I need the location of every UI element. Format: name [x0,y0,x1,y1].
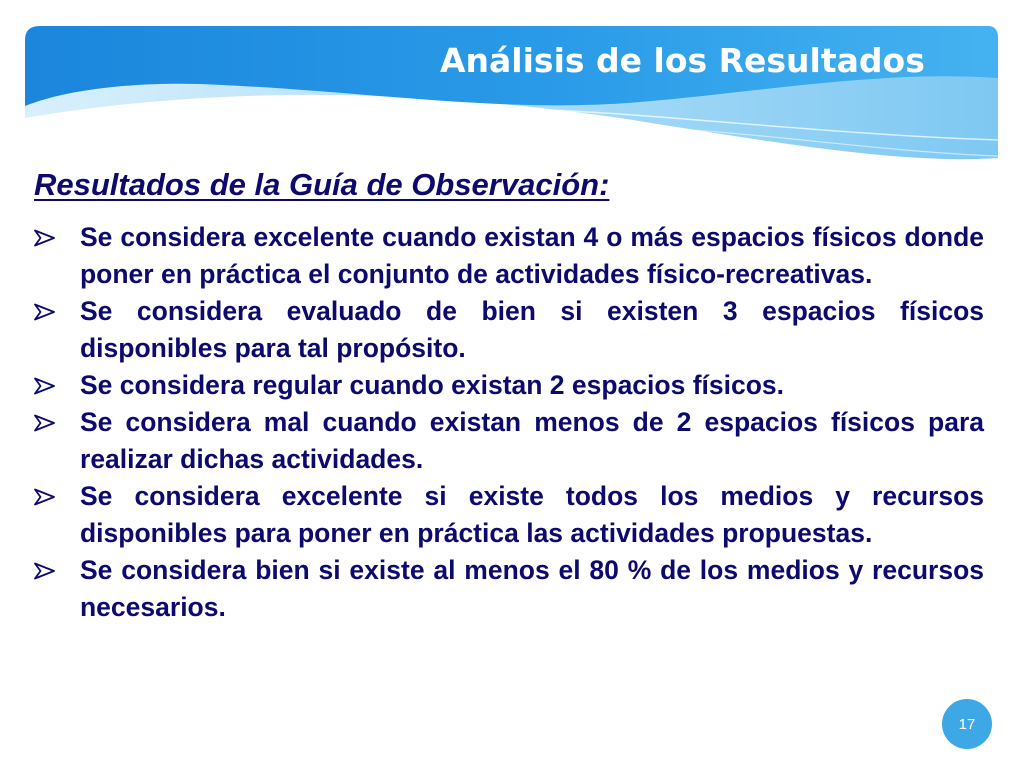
bullet-text: Se considera evaluado de bien si existen 3 espacios físicos disponibles para tal propósito. [80,296,984,363]
list-item [34,293,984,367]
bullet-text: Se considera excelente cuando existan 4 o más espacios físicos donde poner en práctica el conjunto de actividades físico-recreativas. [80,222,984,289]
list-item [34,367,984,404]
bullet-text: Se considera mal cuando existan menos de 2 espacios físicos para realizar dichas actividades. [80,407,984,474]
header-banner [0,0,1024,190]
list-item [34,478,984,552]
list-item [34,219,984,293]
page-number: 17 [958,715,976,733]
slide-title: Análisis de los Resultados [440,41,925,80]
list-item [34,404,984,478]
arrow-bullet-icon [34,293,80,330]
arrow-bullet-icon [34,219,80,256]
list-item [34,552,984,626]
bullet-text: Se considera bien si existe al menos el 80 % de los medios y recursos necesarios. [80,555,984,622]
bullet-text: Se considera regular cuando existan 2 espacios físicos. [80,370,785,400]
arrow-bullet-icon [34,552,80,589]
bullet-text: Se considera excelente si existe todos los medios y recursos disponibles para poner en práctica las actividades propuestas. [80,481,984,548]
section-subtitle: Resultados de la Guía de Observación: [34,167,610,202]
bullet-list [34,219,984,626]
arrow-bullet-icon [34,478,80,515]
page-number-badge [942,699,992,749]
arrow-bullet-icon [34,404,80,441]
arrow-bullet-icon [34,367,80,404]
